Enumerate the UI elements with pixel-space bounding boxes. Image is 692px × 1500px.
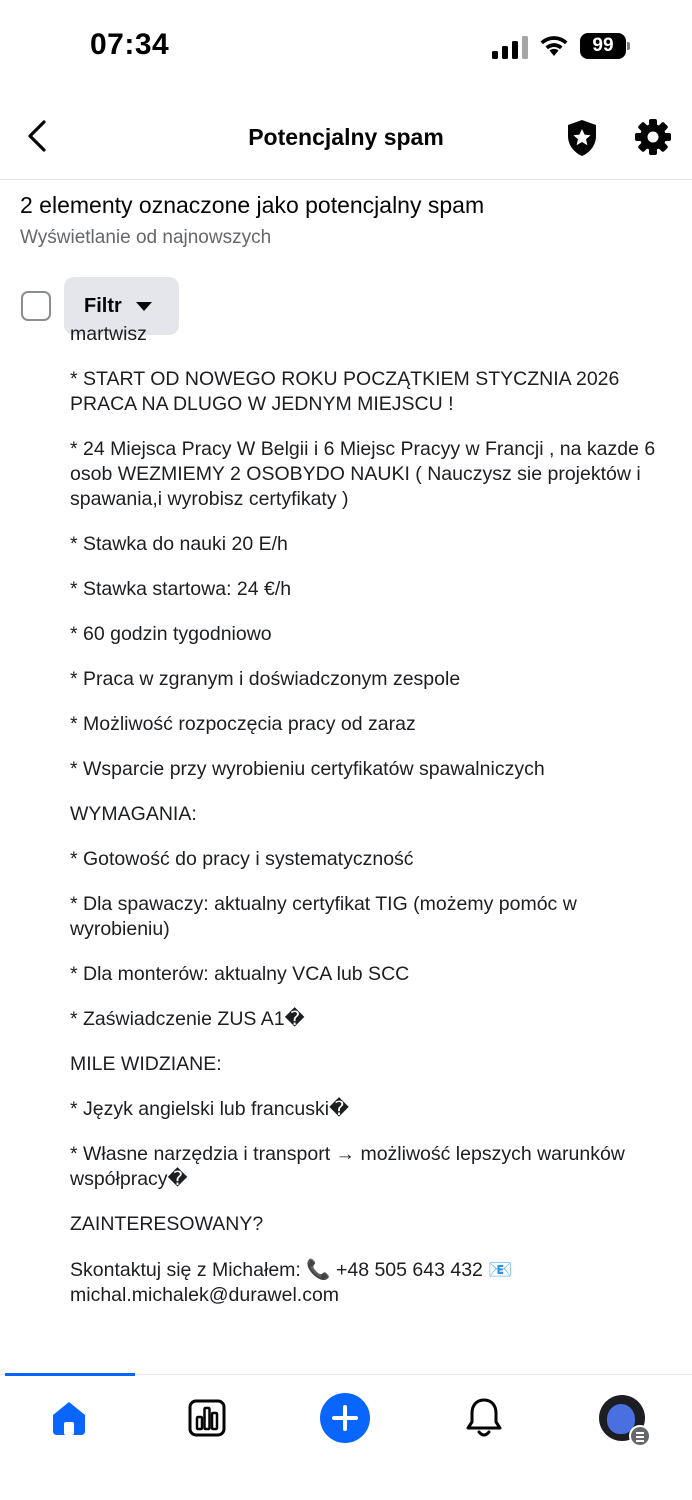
post-paragraph: * Dla monterów: aktualny VCA lub SCC — [70, 963, 410, 985]
shield-star-icon[interactable] — [562, 118, 602, 158]
gear-icon[interactable] — [634, 118, 672, 156]
post-paragraph: * Możliwość rozpoczęcia pracy od zaraz — [70, 713, 416, 735]
post-contact — [70, 1257, 660, 1308]
post-paragraph: * Gotowość do pracy i systematyczność — [70, 848, 414, 870]
post-text-line: martwisz — [70, 323, 147, 345]
battery-icon — [580, 33, 630, 59]
select-all-checkbox[interactable] — [21, 291, 51, 321]
battery-level: 99 — [580, 33, 626, 59]
post-paragraph: * Własne narzędzia i transport → możliwość lepszych warunków współpracy� — [70, 1143, 631, 1190]
active-tab-indicator — [5, 1373, 135, 1376]
status-time: 07:34 — [90, 28, 170, 61]
post-paragraph: * Stawka startowa: 24 €/h — [70, 578, 292, 600]
post-paragraph: * Wsparcie przy wyrobieniu certyfikatów spawalniczych — [70, 758, 545, 780]
menu-badge-icon — [629, 1425, 651, 1447]
post-paragraph: * Stawka do nauki 20 E/h — [70, 533, 288, 555]
contact-email[interactable]: michal.michalek@durawel.com — [70, 1284, 340, 1306]
post-paragraph: * Zaświadczenie ZUS A1� — [70, 1008, 305, 1030]
nav-home[interactable] — [44, 1393, 94, 1443]
post-section-heading: WYMAGANIA: — [70, 803, 197, 825]
bottom-navigation — [0, 1374, 692, 1500]
home-icon — [49, 1398, 89, 1438]
post-paragraph: * 60 godzin tygodniowo — [70, 623, 272, 645]
create-plus-icon — [320, 1393, 370, 1443]
contact-prefix: Skontaktuj się z Michałem: — [70, 1259, 307, 1281]
nav-notifications[interactable] — [459, 1393, 509, 1443]
contact-phone[interactable]: +48 505 643 432 — [330, 1259, 489, 1281]
nav-profile[interactable] — [597, 1393, 647, 1443]
header — [0, 92, 692, 180]
post-paragraph: * 24 Miejsca Pracy W Belgii i 6 Miejsc Pracyy w Francji , na kazde 6 osob WEZMIEMY 2 OSOBYDO NAUKI ( Nauczysz sie projektów i spawania,i wyrobisz certyfikaty ) — [70, 438, 661, 510]
post-paragraph: * Praca w zgranym i doświadczonym zespole — [70, 668, 461, 690]
post-paragraph: * START OD NOWEGO ROKU POCZĄTKIEM STYCZNIA 2026 PRACA NA DLUGO W JEDNYM MIEJSCU ! — [70, 368, 636, 415]
mail-icon: 📧 — [488, 1258, 513, 1281]
caret-down-icon — [136, 302, 152, 311]
page-title: Potencjalny spam — [248, 124, 444, 150]
post-paragraph: * Język angielski lub francuski� — [70, 1098, 350, 1120]
dashboard-icon — [188, 1399, 226, 1437]
profile-avatar — [599, 1395, 645, 1441]
spam-count-title: 2 elementy oznaczone jako potencjalny spam — [20, 192, 485, 218]
sort-order-label: Wyświetlanie od najnowszych — [20, 227, 272, 248]
signal-icon — [492, 36, 528, 60]
status-bar — [0, 0, 692, 92]
post-section-heading: MILE WIDZIANE: — [70, 1053, 222, 1075]
post-section-heading: ZAINTERESOWANY? — [70, 1213, 264, 1235]
notifications-bell-icon — [465, 1397, 503, 1439]
nav-dashboard[interactable] — [182, 1393, 232, 1443]
spam-post-content — [70, 323, 661, 1374]
wifi-icon — [538, 34, 570, 58]
nav-create[interactable] — [320, 1393, 370, 1443]
filter-label: Filtr — [84, 294, 122, 317]
phone-icon: 📞 — [306, 1258, 331, 1281]
post-paragraph: * Dla spawaczy: aktualny certyfikat TIG (możemy pomóc w wyrobieniu) — [70, 893, 583, 940]
